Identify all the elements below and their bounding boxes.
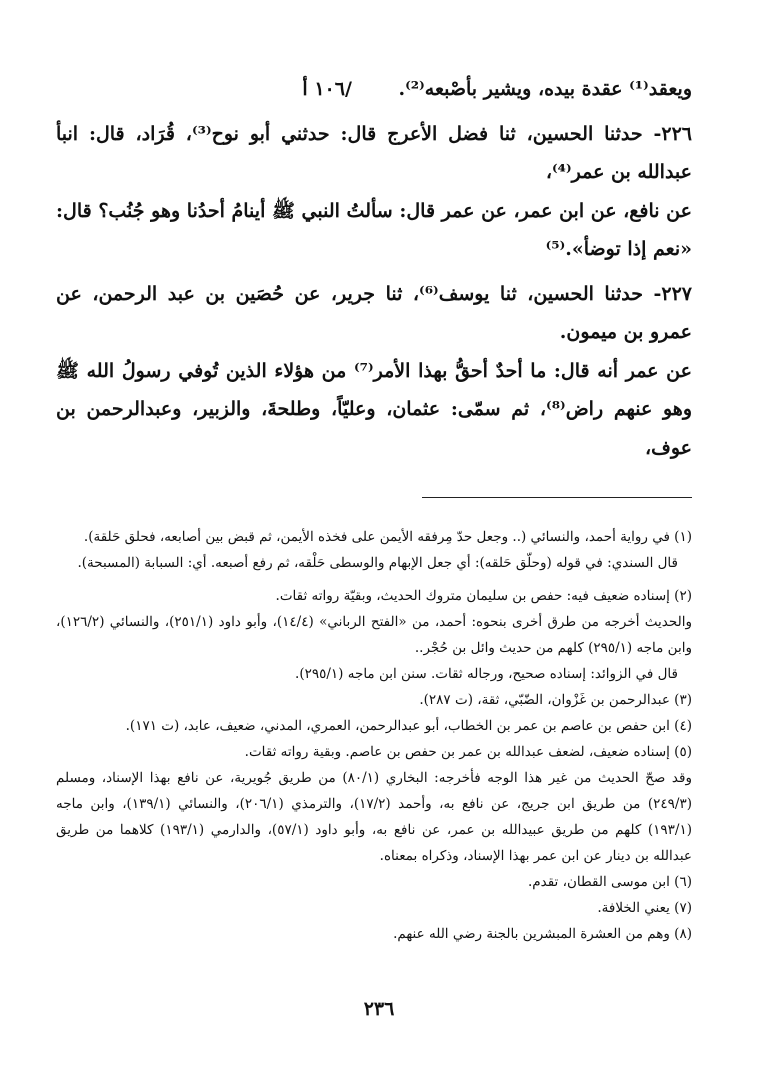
footnote-1: (١) في رواية أحمد، والنسائي (.. وجعل حدّ مِرفقه الأيمن على فخذه الأيمن، ثم قبض بين أصابعه، فحلق حَلقة).	[83, 529, 692, 545]
footnote-5-sources: وقد صحّ الحديث من غير هذا الوجه فأخرجه: البخاري (٨٠/١) من طريق جُويرية، عن نافع بهذا الإسناد، ومسلم (٢٤٩/٣) من طريق ابن جريج، عن نافع به، وأحمد (١٧/٢)، والترمذي (٢٠٦/١)، والنسائي (١٣٩/١)، وابن ماجه (١٩٣/١) كلهم من طريق عبيدالله بن عمر، عن نافع به، وأبو داود (٥٧/١)، والدارمي (١٩٣/١) كلاهما من طريق عبدالله بن دينار عن ابن عمر بهذا الإسناد، وذكراه بمعناه.	[56, 770, 692, 864]
footnote-7: (٧) يعني الخلافة.	[597, 900, 692, 916]
footnote-5: (٥) إسناده ضعيف، لضعف عبدالله بن عمر بن حفص بن عاصم. وبقية رواته ثقات.	[244, 744, 692, 760]
book-page	[56, 70, 692, 1039]
footnote-2-sources: والحديث أخرجه من طرق أخرى بنحوه: أحمد، من «الفتح الرباني» (١٤/٤)، وأبو داود (٢٥١/١)، والنسائي (١٢٦/٢)، وابن ماجه (٢٩٥/١) كلهم من حديث وائل بن حُجْر..	[56, 614, 692, 656]
footnote-3: (٣) عبدالرحمن بن غَزْوان، الضّبّي، ثقة، (ت ٢٨٧).	[419, 692, 692, 708]
manuscript-folio-marker: /١٠٦ أ	[302, 78, 352, 100]
hadith-226-text: عن نافع، عن ابن عمر، عن عمر قال: سألتُ النبي ﷺ أينامُ أحدُنا وهو جُنُب؟ قال: «نعم إذا توضأ».⁽⁵⁾	[56, 199, 692, 260]
hadith-226-chain: ٢٢٦- حدثنا الحسين، ثنا فضل الأعرج قال: حدثني أبو نوح⁽³⁾، قُرَاد، قال: انبأ عبدالله بن عمر⁽⁴⁾،	[56, 122, 692, 183]
page-number: ٢٣٦	[363, 998, 395, 1020]
footnote-6: (٦) ابن موسى القطان، تقدم.	[527, 874, 692, 890]
footnotes	[56, 524, 692, 947]
footnote-8: (٨) وهم من العشرة المبشرين بالجنة رضي الله عنهم.	[393, 926, 692, 942]
main-line-1	[56, 70, 692, 109]
footnote-separator	[422, 497, 692, 498]
footnote-2: (٢) إسناده ضعيف فيه: حفص بن سليمان متروك الحديث، وبقيّة رواته ثقات.	[275, 588, 692, 604]
hadith-227-text: عن عمر أنه قال: ما أحدٌ أحقُّ بهذا الأمر⁽⁷⁾ من هؤلاء الذين تُوفي رسولُ الله ﷺ وهو عنهم راض⁽⁸⁾، ثم سمّى: عثمان، وعليّاً، وطلحةَ، والزبير، وعبدالرحمن بن عوف،	[56, 359, 692, 459]
footnote-2-zawaid: قال في الزوائد: إسناده صحيح، ورجاله ثقات. سنن ابن ماجه (٢٩٥/١).	[295, 666, 678, 682]
main-text	[56, 70, 692, 467]
hadith-227-chain: ٢٢٧- حدثنا الحسين، ثنا يوسف⁽⁶⁾، ثنا جرير، عن حُصَين بن عبد الرحمن، عن عمرو بن ميمون.	[56, 282, 693, 343]
opening-sentence: ويعقد⁽¹⁾ عقدة بيده، ويشير بأصْبعه⁽²⁾.	[398, 78, 692, 100]
footnote-1-commentary: قال السندي: في قوله (وحلّق حَلقه): أي جعل الإبهام والوسطى حَلْقه، ثم رفع أصبعه. أي: السبابة (المسبحة).	[77, 555, 678, 571]
footnote-4: (٤) ابن حفص بن عاصم بن عمر بن الخطاب، أبو عبدالرحمن، العمري، المدني، ضعيف، عابد، (ت ١٧١).	[125, 718, 692, 734]
